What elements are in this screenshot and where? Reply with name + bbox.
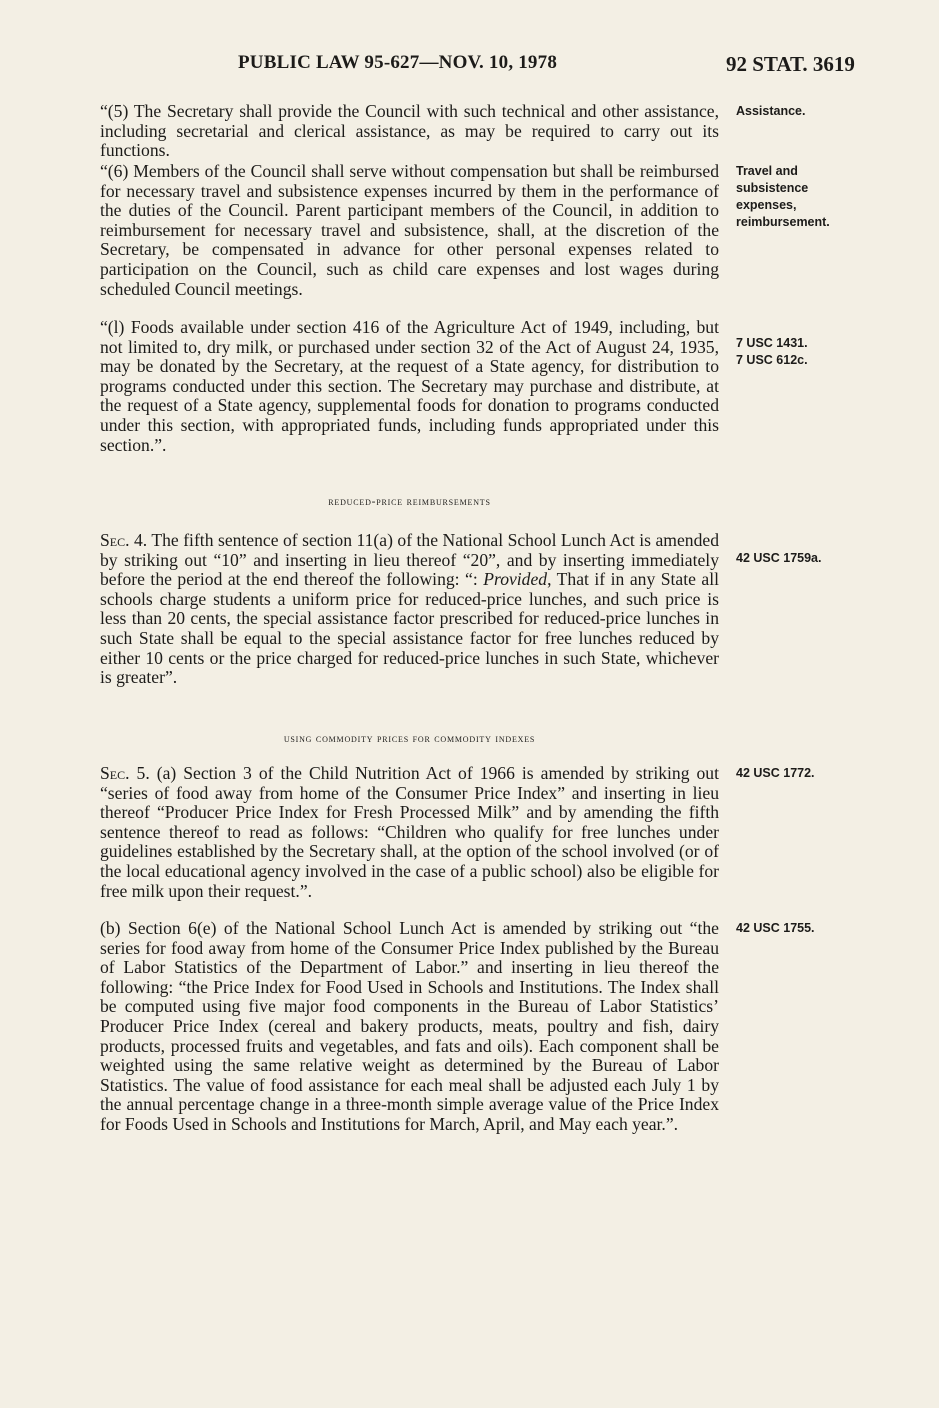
- note-line: 7 USC 612c.: [736, 353, 808, 367]
- section-4-text-a: 4. The fifth sentence of section 11(a) of the National School Lunch Act is amended by striking out “10” and inserting in lieu thereof “20”, and by inserting immediately before the period at the end thereof the following: “:: [100, 530, 719, 590]
- note-line: 42 USC 1759a.: [736, 551, 822, 565]
- paragraph-l: “(l) Foods available under section 416 of the Agriculture Act of 1949, including, but not limited to, dry milk, or purchased under section 32 of the Act of August 24, 1935, may be donated by the Secretary, at the request of a State agency, for distribution to programs conducted under this section. The Secretary may purchase and distribute, at the request of a State agency, supplemental foods for donation to programs conducted under this section, with appropriated funds, including funds appropriated under this section.”.: [100, 317, 719, 455]
- paragraph-6: “(6) Members of the Council shall serve without compensation but shall be reimbursed for necessary travel and subsistence expenses incurred by them in the performance of the duties of the Council. Parent participant members of the Council, in addition to reimbursement for necessary travel and subsistence, shall, at the discretion of the Secretary, be compensated in advance for other personal expenses related to participation on the Council, such as child care expenses and lost wages during scheduled Council meetings.: [100, 161, 719, 299]
- note-line: reimbursement.: [736, 215, 830, 229]
- section-label: Sec.: [100, 530, 130, 550]
- provided-term: Provided: [483, 569, 548, 590]
- note-line: Travel and: [736, 164, 798, 178]
- section-5a: [100, 764, 719, 901]
- note-line: Assistance.: [736, 104, 806, 118]
- margin-note-travel: [736, 163, 896, 231]
- margin-note-usc-1431: [736, 335, 896, 369]
- section-5a-text: 5. (a) Section 3 of the Child Nutrition Act of 1966 is amended by striking out “series of food away from home of the Consumer Price Index” and inserting in lieu thereof “Producer Price Index for Fresh Processed Milk” and by amending the fifth sentence thereof to read as follows: “Children who qualify for free lunches under guidelines established by the Secretary shall, at the option of the school involved (or of the local educational agency involved in the case of a public school) also be eligible for free milk upon their request.”.: [100, 763, 719, 901]
- running-header-law: PUBLIC LAW 95-627—NOV. 10, 1978: [238, 52, 558, 73]
- note-line: 7 USC 1431.: [736, 336, 808, 350]
- note-line: 42 USC 1755.: [736, 921, 815, 935]
- section-label: Sec.: [100, 763, 130, 783]
- heading-commodity-prices: using commodity prices for commodity indexes: [283, 733, 536, 745]
- section-4-text-b: , That if in any State all schools charge students a uniform price for reduced-price lunches, and such price is less than 20 cents, the special assistance factor prescribed for reduced-price lunches in such State shall be equal to the special assistance factor for free lunches reduced by either 10 cents or the price charged for reduced-price lunches in such State, whichever is greater”.: [100, 569, 719, 688]
- section-4: [100, 531, 719, 688]
- page-number-stat: 92 STAT. 3619: [726, 52, 855, 76]
- heading-reduced-price-reimbursements: reduced-price reimbursements: [328, 496, 491, 508]
- paragraph-5: “(5) The Secretary shall provide the Council with such technical and other assistance, including secretarial and clerical assistance, as may be required to carry out its functions.: [100, 101, 719, 161]
- note-line: subsistence: [736, 181, 809, 195]
- margin-note-usc-1759a: [736, 550, 896, 567]
- margin-note-assistance: [736, 103, 896, 120]
- note-line: expenses,: [736, 198, 797, 212]
- note-line: 42 USC 1772.: [736, 766, 815, 780]
- section-5b: (b) Section 6(e) of the National School Lunch Act is amended by striking out “the series for food away from home of the Consumer Price Index published by the Bureau of Labor Statistics of the Department of Labor.” and inserting in lieu thereof the following: “the Price Index for Food Used in Schools and Institutions. The Index shall be computed using five major food components in the Bureau of Labor Statistics’ Producer Price Index (cereal and bakery products, meats, poultry and fish, dairy products, processed fruits and vegetables, and fats and oils). Each component shall be weighted using the same relative weight as determined by the Bureau of Labor Statistics. The value of food assistance for each meal shall be adjusted each July 1 by the annual percentage change in a three-month simple average value of the Price Index for Foods Used in Schools and Institutions for March, April, and May each year.”.: [100, 918, 719, 1134]
- margin-note-usc-1755: [736, 920, 896, 937]
- margin-note-usc-1772: [736, 765, 896, 782]
